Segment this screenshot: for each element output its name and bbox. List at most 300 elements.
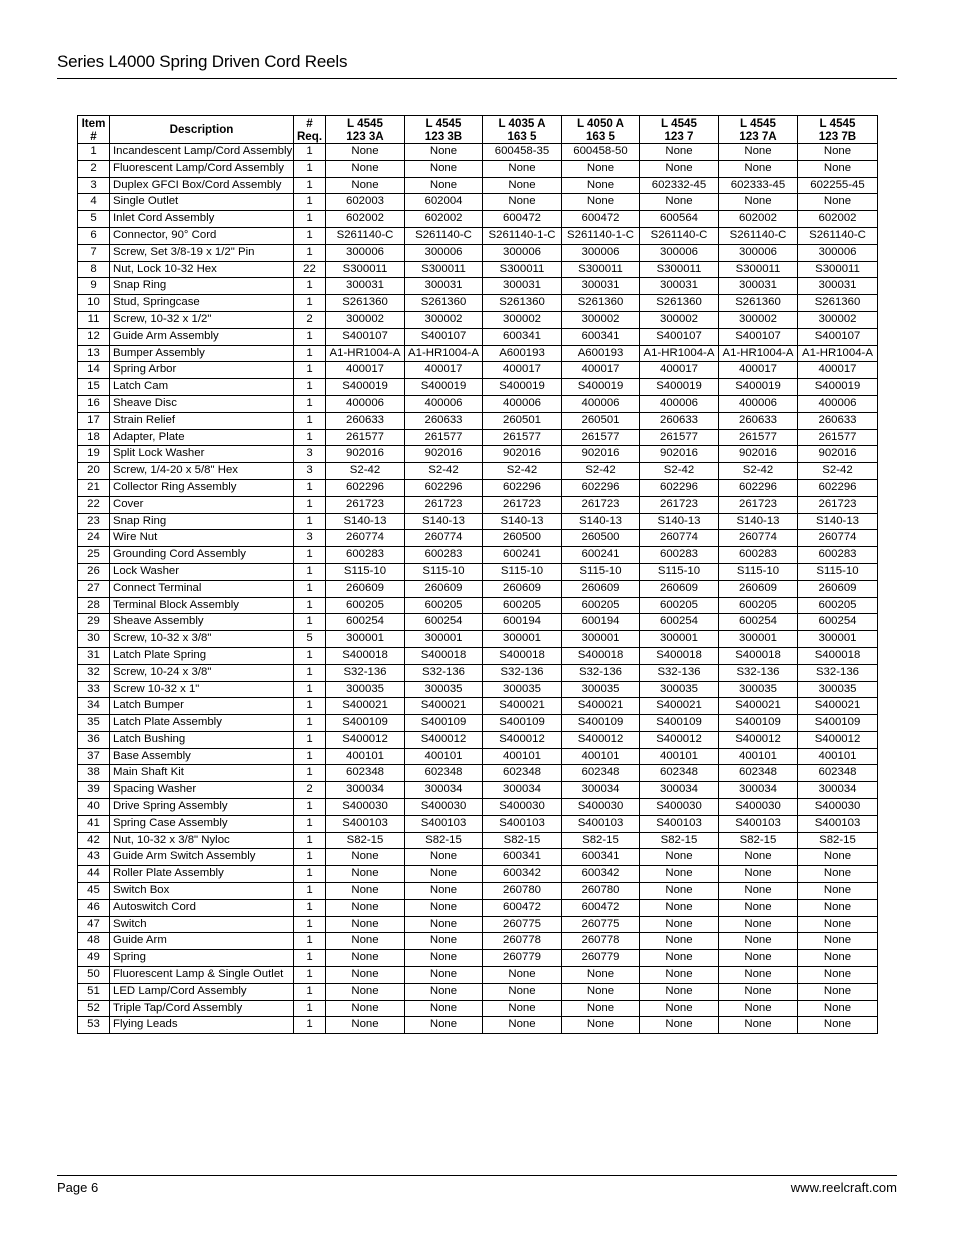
- page-number: Page 6: [57, 1180, 99, 1195]
- cell-model-l4545-1237a: None: [719, 1000, 798, 1017]
- cell-model-l4545-1233a: 261723: [326, 496, 405, 513]
- cell-model-l4545-1233b: 300031: [405, 278, 483, 295]
- cell-model-l4545-1233b: 260774: [405, 530, 483, 547]
- cell-item-number: 52: [78, 1000, 110, 1017]
- cell-description: Screw, Set 3/8-19 x 1/2" Pin: [110, 244, 294, 261]
- table-row: [78, 295, 878, 312]
- cell-description: Nut, 10-32 x 3/8" Nyloc: [110, 832, 294, 849]
- cell-model-l4050a-1635: 300031: [562, 278, 640, 295]
- cell-model-l4545-1237a: 602348: [719, 765, 798, 782]
- cell-model-l4545-1233a: 260633: [326, 412, 405, 429]
- cell-model-l4545-1237a: None: [719, 144, 798, 161]
- cell-model-l4545-1233b: S400107: [405, 328, 483, 345]
- cell-item-number: 11: [78, 311, 110, 328]
- cell-model-l4545-1233b: 261577: [405, 429, 483, 446]
- cell-item-number: 27: [78, 580, 110, 597]
- cell-model-l4545-1237: 602348: [640, 765, 719, 782]
- column-header-description: [110, 116, 294, 144]
- cell-required-quantity: 1: [294, 899, 326, 916]
- cell-required-quantity: 1: [294, 967, 326, 984]
- cell-model-l4545-1237: S400103: [640, 815, 719, 832]
- cell-description: Wire Nut: [110, 530, 294, 547]
- cell-item-number: 4: [78, 194, 110, 211]
- cell-model-l4545-1237: 300035: [640, 681, 719, 698]
- column-header-model-l4545-1237b: [798, 116, 878, 144]
- cell-model-l4545-1233b: 400101: [405, 748, 483, 765]
- cell-model-l4545-1237b: S400030: [798, 799, 878, 816]
- page-title: Series L4000 Spring Driven Cord Reels: [57, 52, 348, 71]
- cell-model-l4545-1233b: 602348: [405, 765, 483, 782]
- table-row: [78, 144, 878, 161]
- cell-model-l4545-1237: None: [640, 967, 719, 984]
- cell-required-quantity: 3: [294, 463, 326, 480]
- cell-model-l4545-1237a: None: [719, 160, 798, 177]
- cell-description: Latch Bushing: [110, 731, 294, 748]
- table-row: [78, 1000, 878, 1017]
- cell-model-l4545-1233a: S300011: [326, 261, 405, 278]
- cell-description: Duplex GFCI Box/Cord Assembly: [110, 177, 294, 194]
- cell-model-l4050a-1635: S300011: [562, 261, 640, 278]
- cell-model-l4545-1237a: S400103: [719, 815, 798, 832]
- cell-item-number: 33: [78, 681, 110, 698]
- cell-model-l4545-1233a: S400107: [326, 328, 405, 345]
- cell-model-l4545-1233a: S82-15: [326, 832, 405, 849]
- cell-item-number: 15: [78, 379, 110, 396]
- cell-model-l4035a-1635: S400109: [483, 715, 562, 732]
- cell-model-l4035a-1635: 261577: [483, 429, 562, 446]
- cell-model-l4545-1233a: None: [326, 983, 405, 1000]
- cell-model-l4035a-1635: S115-10: [483, 563, 562, 580]
- cell-model-l4035a-1635: S261140-1-C: [483, 227, 562, 244]
- cell-required-quantity: 3: [294, 446, 326, 463]
- cell-model-l4035a-1635: 260501: [483, 412, 562, 429]
- cell-model-l4035a-1635: 260500: [483, 530, 562, 547]
- cell-model-l4545-1237a: S300011: [719, 261, 798, 278]
- cell-description: Latch Plate Spring: [110, 647, 294, 664]
- column-header-line1: L 4050 A: [576, 116, 625, 130]
- cell-model-l4545-1233a: 300001: [326, 631, 405, 648]
- cell-model-l4545-1233a: S400012: [326, 731, 405, 748]
- cell-item-number: 22: [78, 496, 110, 513]
- cell-model-l4035a-1635: 300001: [483, 631, 562, 648]
- cell-description: Adapter, Plate: [110, 429, 294, 446]
- cell-model-l4545-1237b: 261723: [798, 496, 878, 513]
- cell-description: Base Assembly: [110, 748, 294, 765]
- cell-required-quantity: 1: [294, 211, 326, 228]
- cell-model-l4545-1237: None: [640, 883, 719, 900]
- cell-model-l4545-1233b: 260633: [405, 412, 483, 429]
- cell-required-quantity: 1: [294, 496, 326, 513]
- cell-model-l4545-1233b: None: [405, 849, 483, 866]
- cell-description: Screw, 1/4-20 x 5/8" Hex: [110, 463, 294, 480]
- cell-model-l4545-1237b: 602348: [798, 765, 878, 782]
- cell-model-l4050a-1635: 300035: [562, 681, 640, 698]
- cell-model-l4050a-1635: None: [562, 160, 640, 177]
- cell-model-l4545-1237b: None: [798, 916, 878, 933]
- cell-required-quantity: 22: [294, 261, 326, 278]
- table-row: [78, 664, 878, 681]
- cell-model-l4545-1237: None: [640, 899, 719, 916]
- cell-model-l4545-1237: 600254: [640, 614, 719, 631]
- cell-model-l4545-1233a: None: [326, 950, 405, 967]
- cell-description: Guide Arm Assembly: [110, 328, 294, 345]
- cell-model-l4035a-1635: None: [483, 160, 562, 177]
- cell-model-l4035a-1635: None: [483, 1017, 562, 1034]
- cell-required-quantity: 1: [294, 916, 326, 933]
- table-row: [78, 328, 878, 345]
- cell-model-l4545-1237: 902016: [640, 446, 719, 463]
- cell-model-l4545-1237: None: [640, 160, 719, 177]
- cell-model-l4545-1237b: None: [798, 849, 878, 866]
- cell-model-l4545-1237: S82-15: [640, 832, 719, 849]
- cell-model-l4545-1233a: 902016: [326, 446, 405, 463]
- table-row: [78, 715, 878, 732]
- cell-model-l4545-1237a: 300031: [719, 278, 798, 295]
- cell-required-quantity: 1: [294, 227, 326, 244]
- cell-model-l4545-1237a: 400017: [719, 362, 798, 379]
- cell-model-l4545-1233a: S400030: [326, 799, 405, 816]
- cell-model-l4545-1237a: 400006: [719, 395, 798, 412]
- cell-model-l4545-1237b: None: [798, 899, 878, 916]
- column-header-line1: L 4545: [740, 116, 776, 130]
- cell-model-l4545-1237b: 261577: [798, 429, 878, 446]
- cell-model-l4050a-1635: 602348: [562, 765, 640, 782]
- cell-model-l4545-1233a: None: [326, 933, 405, 950]
- table-row: [78, 429, 878, 446]
- cell-model-l4545-1237: 260633: [640, 412, 719, 429]
- cell-model-l4545-1233b: S400019: [405, 379, 483, 396]
- cell-model-l4545-1237a: S400018: [719, 647, 798, 664]
- cell-required-quantity: 5: [294, 631, 326, 648]
- cell-model-l4050a-1635: 260501: [562, 412, 640, 429]
- cell-model-l4545-1237b: 602255-45: [798, 177, 878, 194]
- cell-item-number: 34: [78, 698, 110, 715]
- table-row: [78, 967, 878, 984]
- cell-model-l4050a-1635: 300006: [562, 244, 640, 261]
- cell-description: Spring: [110, 950, 294, 967]
- cell-required-quantity: 1: [294, 177, 326, 194]
- cell-required-quantity: 1: [294, 513, 326, 530]
- cell-model-l4545-1233a: 600205: [326, 597, 405, 614]
- cell-model-l4035a-1635: 300034: [483, 782, 562, 799]
- cell-model-l4545-1233b: 602296: [405, 479, 483, 496]
- cell-required-quantity: 1: [294, 362, 326, 379]
- cell-model-l4050a-1635: 600342: [562, 866, 640, 883]
- table-row: [78, 379, 878, 396]
- cell-model-l4050a-1635: 600341: [562, 849, 640, 866]
- table-row: [78, 395, 878, 412]
- cell-model-l4035a-1635: 602296: [483, 479, 562, 496]
- cell-model-l4545-1233b: 300001: [405, 631, 483, 648]
- cell-required-quantity: 1: [294, 748, 326, 765]
- table-row: [78, 580, 878, 597]
- cell-model-l4545-1237b: S32-136: [798, 664, 878, 681]
- cell-model-l4545-1237a: 902016: [719, 446, 798, 463]
- cell-description: Connector, 90° Cord: [110, 227, 294, 244]
- cell-item-number: 29: [78, 614, 110, 631]
- cell-model-l4545-1233b: 602004: [405, 194, 483, 211]
- table-row: [78, 933, 878, 950]
- cell-model-l4545-1233b: 400006: [405, 395, 483, 412]
- cell-model-l4545-1233a: S140-13: [326, 513, 405, 530]
- table-row: [78, 244, 878, 261]
- cell-model-l4545-1237a: S2-42: [719, 463, 798, 480]
- cell-item-number: 7: [78, 244, 110, 261]
- cell-model-l4545-1233b: 602002: [405, 211, 483, 228]
- cell-item-number: 51: [78, 983, 110, 1000]
- cell-model-l4545-1237b: S82-15: [798, 832, 878, 849]
- cell-model-l4545-1233a: 602003: [326, 194, 405, 211]
- cell-description: Stud, Springcase: [110, 295, 294, 312]
- cell-model-l4545-1233a: 602296: [326, 479, 405, 496]
- cell-model-l4545-1237b: 600254: [798, 614, 878, 631]
- cell-description: Spring Case Assembly: [110, 815, 294, 832]
- cell-model-l4545-1237b: S115-10: [798, 563, 878, 580]
- cell-model-l4545-1233a: S32-136: [326, 664, 405, 681]
- cell-model-l4545-1237a: 300034: [719, 782, 798, 799]
- cell-description: Guide Arm: [110, 933, 294, 950]
- table-row: [78, 815, 878, 832]
- cell-model-l4545-1237b: S400012: [798, 731, 878, 748]
- cell-model-l4035a-1635: S2-42: [483, 463, 562, 480]
- cell-model-l4545-1237: 400101: [640, 748, 719, 765]
- table-row: [78, 950, 878, 967]
- cell-required-quantity: 1: [294, 429, 326, 446]
- cell-model-l4545-1233a: None: [326, 1017, 405, 1034]
- column-header-line2: 123 7B: [818, 129, 857, 143]
- cell-model-l4545-1233a: None: [326, 160, 405, 177]
- cell-item-number: 21: [78, 479, 110, 496]
- cell-model-l4050a-1635: S140-13: [562, 513, 640, 530]
- cell-model-l4545-1233a: None: [326, 144, 405, 161]
- cell-model-l4545-1237: 600205: [640, 597, 719, 614]
- cell-model-l4545-1237a: None: [719, 1017, 798, 1034]
- cell-model-l4545-1237: S400018: [640, 647, 719, 664]
- table-row: [78, 782, 878, 799]
- cell-model-l4545-1237b: None: [798, 967, 878, 984]
- cell-model-l4545-1237b: 902016: [798, 446, 878, 463]
- cell-model-l4050a-1635: 400101: [562, 748, 640, 765]
- cell-model-l4545-1233a: 300034: [326, 782, 405, 799]
- table-row: [78, 731, 878, 748]
- cell-model-l4545-1237: S400030: [640, 799, 719, 816]
- cell-model-l4050a-1635: 260778: [562, 933, 640, 950]
- cell-model-l4545-1233b: None: [405, 983, 483, 1000]
- cell-description: Screw, 10-24 x 3/8": [110, 664, 294, 681]
- cell-description: Fluorescent Lamp/Cord Assembly: [110, 160, 294, 177]
- cell-required-quantity: 3: [294, 530, 326, 547]
- table-row: [78, 160, 878, 177]
- cell-model-l4545-1237b: 300006: [798, 244, 878, 261]
- cell-model-l4545-1237b: None: [798, 160, 878, 177]
- cell-model-l4545-1233b: 300034: [405, 782, 483, 799]
- cell-model-l4545-1237b: 300002: [798, 311, 878, 328]
- cell-model-l4545-1237a: S400109: [719, 715, 798, 732]
- cell-model-l4545-1233a: S400018: [326, 647, 405, 664]
- table-row: [78, 916, 878, 933]
- cell-model-l4050a-1635: 260500: [562, 530, 640, 547]
- cell-model-l4545-1237b: None: [798, 194, 878, 211]
- cell-model-l4545-1237: 600564: [640, 211, 719, 228]
- cell-model-l4050a-1635: S261360: [562, 295, 640, 312]
- cell-model-l4545-1237b: None: [798, 1000, 878, 1017]
- cell-description: Latch Cam: [110, 379, 294, 396]
- cell-required-quantity: 1: [294, 395, 326, 412]
- cell-model-l4545-1237: None: [640, 144, 719, 161]
- cell-description: LED Lamp/Cord Assembly: [110, 983, 294, 1000]
- cell-description: Triple Tap/Cord Assembly: [110, 1000, 294, 1017]
- table-row: [78, 479, 878, 496]
- cell-model-l4050a-1635: S2-42: [562, 463, 640, 480]
- cell-model-l4050a-1635: S115-10: [562, 563, 640, 580]
- cell-item-number: 48: [78, 933, 110, 950]
- table-row: [78, 446, 878, 463]
- header-row: [78, 116, 878, 144]
- cell-item-number: 13: [78, 345, 110, 362]
- cell-description: Connect Terminal: [110, 580, 294, 597]
- cell-model-l4545-1237a: S261140-C: [719, 227, 798, 244]
- column-header-line2: 123 7: [664, 129, 694, 143]
- cell-model-l4050a-1635: 600472: [562, 211, 640, 228]
- parts-table: [77, 115, 878, 1034]
- cell-model-l4545-1233a: 602002: [326, 211, 405, 228]
- cell-model-l4545-1233b: 600283: [405, 547, 483, 564]
- cell-required-quantity: 1: [294, 597, 326, 614]
- cell-item-number: 41: [78, 815, 110, 832]
- cell-model-l4035a-1635: 400101: [483, 748, 562, 765]
- cell-required-quantity: 1: [294, 883, 326, 900]
- cell-model-l4050a-1635: S400012: [562, 731, 640, 748]
- cell-model-l4545-1237: None: [640, 933, 719, 950]
- column-header-model-l4545-1237: [640, 116, 719, 144]
- table-row: [78, 698, 878, 715]
- cell-model-l4545-1237b: 400017: [798, 362, 878, 379]
- cell-model-l4545-1233a: None: [326, 177, 405, 194]
- cell-required-quantity: 1: [294, 160, 326, 177]
- column-header-model-l4035a-1635: [483, 116, 562, 144]
- cell-required-quantity: 1: [294, 144, 326, 161]
- cell-description: Latch Plate Assembly: [110, 715, 294, 732]
- table-row: [78, 345, 878, 362]
- cell-model-l4035a-1635: S140-13: [483, 513, 562, 530]
- cell-model-l4545-1237b: S2-42: [798, 463, 878, 480]
- cell-item-number: 1: [78, 144, 110, 161]
- cell-model-l4050a-1635: 600194: [562, 614, 640, 631]
- cell-required-quantity: 1: [294, 614, 326, 631]
- cell-model-l4050a-1635: 261577: [562, 429, 640, 446]
- cell-model-l4545-1237: 261577: [640, 429, 719, 446]
- cell-model-l4545-1233b: S261140-C: [405, 227, 483, 244]
- cell-model-l4050a-1635: 600458-50: [562, 144, 640, 161]
- cell-model-l4545-1237a: None: [719, 194, 798, 211]
- cell-model-l4545-1237: None: [640, 916, 719, 933]
- cell-model-l4545-1237a: None: [719, 899, 798, 916]
- cell-model-l4545-1237: None: [640, 1017, 719, 1034]
- cell-model-l4035a-1635: None: [483, 983, 562, 1000]
- cell-model-l4545-1237: 400017: [640, 362, 719, 379]
- cell-item-number: 28: [78, 597, 110, 614]
- cell-description: Flying Leads: [110, 1017, 294, 1034]
- cell-model-l4545-1237a: None: [719, 967, 798, 984]
- cell-model-l4545-1237: None: [640, 1000, 719, 1017]
- cell-model-l4050a-1635: S32-136: [562, 664, 640, 681]
- cell-required-quantity: 1: [294, 664, 326, 681]
- cell-model-l4545-1233b: S115-10: [405, 563, 483, 580]
- cell-model-l4035a-1635: 600341: [483, 328, 562, 345]
- cell-model-l4035a-1635: 300002: [483, 311, 562, 328]
- cell-model-l4545-1233b: S2-42: [405, 463, 483, 480]
- cell-model-l4545-1237: 602296: [640, 479, 719, 496]
- cell-model-l4545-1233a: 300031: [326, 278, 405, 295]
- cell-required-quantity: 1: [294, 681, 326, 698]
- cell-model-l4545-1237a: 600254: [719, 614, 798, 631]
- cell-item-number: 44: [78, 866, 110, 883]
- table-row: [78, 631, 878, 648]
- cell-description: Screw 10-32 x 1": [110, 681, 294, 698]
- cell-required-quantity: 1: [294, 1000, 326, 1017]
- cell-model-l4545-1233b: None: [405, 1000, 483, 1017]
- cell-model-l4035a-1635: 600241: [483, 547, 562, 564]
- cell-model-l4545-1233b: 600205: [405, 597, 483, 614]
- cell-item-number: 42: [78, 832, 110, 849]
- cell-description: Cover: [110, 496, 294, 513]
- cell-description: Bumper Assembly: [110, 345, 294, 362]
- cell-model-l4050a-1635: 260780: [562, 883, 640, 900]
- cell-model-l4545-1233a: None: [326, 967, 405, 984]
- cell-model-l4545-1237: None: [640, 849, 719, 866]
- cell-model-l4050a-1635: None: [562, 1000, 640, 1017]
- cell-required-quantity: 1: [294, 345, 326, 362]
- cell-item-number: 17: [78, 412, 110, 429]
- cell-model-l4545-1233a: S400019: [326, 379, 405, 396]
- column-header-line1: L 4035 A: [498, 116, 546, 130]
- column-header-line1: #: [306, 116, 313, 130]
- cell-model-l4545-1233b: S400018: [405, 647, 483, 664]
- cell-model-l4545-1233b: S261360: [405, 295, 483, 312]
- cell-model-l4545-1237: 260774: [640, 530, 719, 547]
- table-row: [78, 496, 878, 513]
- column-header-line2: 123 3B: [424, 129, 463, 143]
- cell-model-l4545-1237: S400021: [640, 698, 719, 715]
- column-header-model-l4545-1233a: [326, 116, 405, 144]
- cell-model-l4035a-1635: 602348: [483, 765, 562, 782]
- cell-model-l4545-1237a: 602333-45: [719, 177, 798, 194]
- cell-model-l4545-1237a: None: [719, 916, 798, 933]
- cell-model-l4545-1233a: S261140-C: [326, 227, 405, 244]
- cell-model-l4545-1233a: None: [326, 849, 405, 866]
- cell-item-number: 45: [78, 883, 110, 900]
- cell-required-quantity: 1: [294, 765, 326, 782]
- cell-model-l4545-1237a: 300006: [719, 244, 798, 261]
- cell-model-l4545-1237: 602332-45: [640, 177, 719, 194]
- cell-description: Switch: [110, 916, 294, 933]
- cell-model-l4035a-1635: 300031: [483, 278, 562, 295]
- cell-model-l4545-1237: None: [640, 950, 719, 967]
- cell-model-l4035a-1635: 260778: [483, 933, 562, 950]
- cell-model-l4545-1237: 300002: [640, 311, 719, 328]
- cell-item-number: 16: [78, 395, 110, 412]
- table-row: [78, 799, 878, 816]
- cell-item-number: 53: [78, 1017, 110, 1034]
- cell-model-l4545-1237b: None: [798, 144, 878, 161]
- cell-required-quantity: 1: [294, 547, 326, 564]
- cell-model-l4050a-1635: 300034: [562, 782, 640, 799]
- cell-model-l4545-1237: S261140-C: [640, 227, 719, 244]
- cell-model-l4545-1233a: None: [326, 1000, 405, 1017]
- cell-description: Incandescent Lamp/Cord Assembly: [110, 144, 294, 161]
- cell-model-l4545-1233a: S115-10: [326, 563, 405, 580]
- cell-model-l4545-1237: 260609: [640, 580, 719, 597]
